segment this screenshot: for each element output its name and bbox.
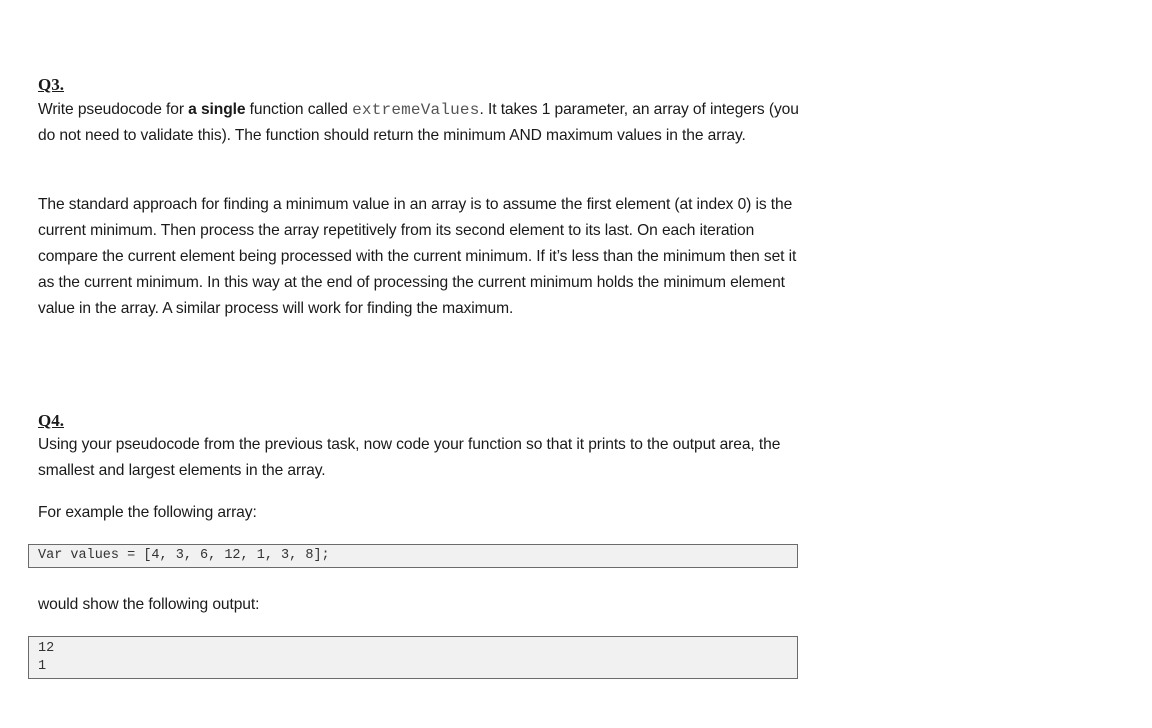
code-example-box: [28, 544, 798, 568]
q4-example-label: For example the following array:: [38, 504, 257, 521]
code-example-line: Var values = [4, 3, 6, 12, 1, 3, 8];: [38, 548, 330, 563]
q3-intro-paragraph: [38, 97, 808, 149]
q3-intro-bold: a single: [188, 101, 246, 118]
q3-approach-paragraph: The standard approach for finding a minimum value in an array is to assume the first element (at index 0) is the current minimum. Then process the array repetitively from its second element to its last. On each iteration compare the current element being processed with the current minimum. If it’s less than the minimum then set it as the current minimum. In this way at the end of processing the current minimum holds the minimum element value in the array. A similar process will work for finding the maximum.: [38, 196, 797, 317]
q3-intro-text-3: . It takes 1 parameter, an array of integers (you do not need to validate this). The function should return the minimum AND maximum values in the array.: [38, 101, 799, 144]
output-line: 12: [38, 641, 55, 656]
q3-heading: Q3.: [38, 75, 64, 94]
q4-heading: Q4.: [38, 411, 64, 430]
q4-output-label: would show the following output:: [38, 596, 260, 613]
q3-intro-text-1: Write pseudocode for: [38, 101, 189, 118]
q4-instruction-paragraph: Using your pseudocode from the previous task, now code your function so that it prints to the output area, the smallest and largest elements in the array.: [38, 436, 781, 479]
output-example-box: [28, 636, 798, 679]
function-name-code: extremeValues: [352, 101, 480, 119]
output-line: 1: [38, 659, 47, 674]
q3-intro-text-2: function called: [245, 101, 353, 118]
